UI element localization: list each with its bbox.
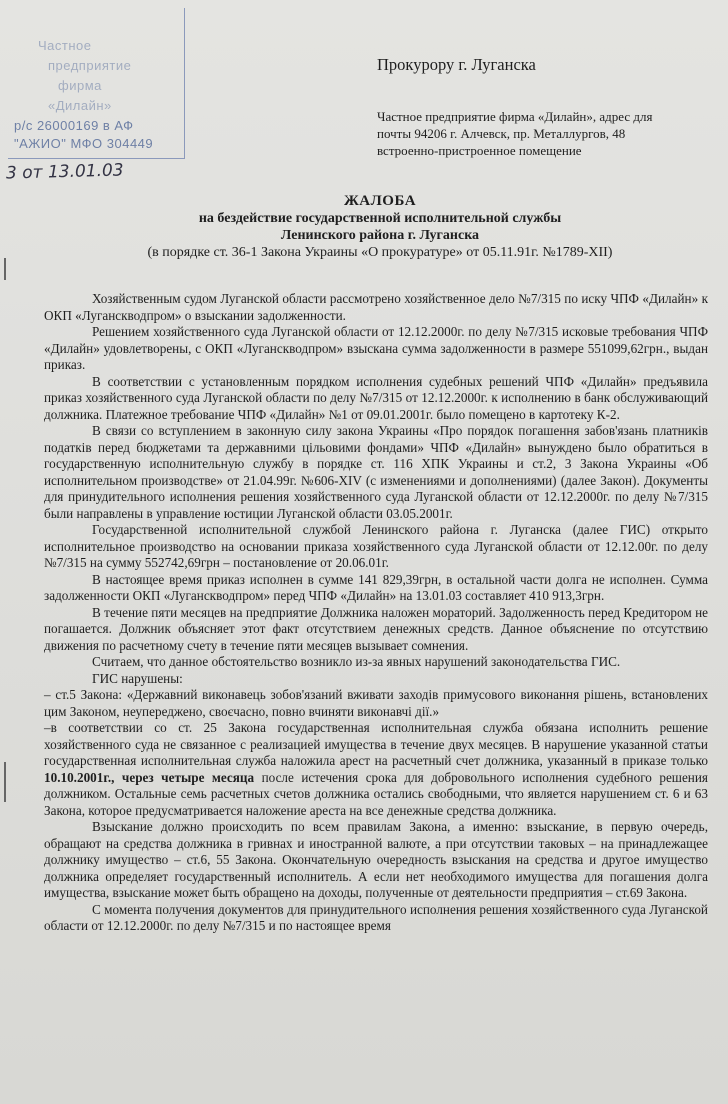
margin-mark [4, 258, 6, 280]
stamp-line-5: р/с 26000169 в АФ [14, 118, 134, 133]
sender-line-2: почты 94206 г. Алчевск, пр. Металлургов, 48 [377, 126, 626, 141]
sender-line-3: встроенно-пристроенное помещение [377, 143, 582, 158]
title-heading: ЖАЛОБА [343, 193, 417, 209]
paragraph: В настоящее время приказ исполнен в сумме 141 829,39грн, в остальной части долга не исполнен. Сумма задолженности ОКП «Луганскводпром» перед ЧПФ «Дилайн» на 13.01.03 составляет 410 913,3грн. [44, 571, 708, 603]
sender-line-1: Частное предприятие фирма «Дилайн», адрес для [377, 109, 653, 124]
margin-mark [4, 762, 6, 802]
sender-block [377, 108, 707, 159]
paragraph [44, 720, 708, 819]
paragraph: ГИС нарушены: [92, 670, 183, 686]
stamp-line-4: «Дилайн» [48, 98, 112, 113]
paragraph: Хозяйственным судом Луганской области рассмотрено хозяйственное дело №7/315 по иску ЧПФ «Дилайн» к ОКП «Луганскводпром» о взыскании задолженности. [44, 291, 708, 323]
paragraph: В соответствии с установленным порядком исполнения судебных решений ЧПФ «Дилайн» предъявила приказ хозяйственного суда Луганской области по делу №7/315 от 12.12.2000г. к исполнению в банк обслуживающий должника. Платежное требование ЧПФ «Дилайн» №1 от 09.01.2001г. было помещено в картотеку К-2. [44, 373, 708, 422]
paragraph: Государственной исполнительной службой Ленинского района г. Луганска (далее ГИС) открыто исполнительное производство на основании приказа хозяйственного суда Луганской области от 12.12.00г. по делу №7/315 на сумму 552742,69грн – постановление от 20.06.01г. [44, 522, 708, 570]
document-body [44, 291, 708, 935]
paragraph: – ст.5 Закона: «Державний виконавець зобов'язаний вживати заходів примусового виконання рішень, встановлених цим Законом, неупереджено, своєчасно, повно вчиняти виконавчі дії.» [44, 687, 708, 719]
addressee: Прокурору г. Луганска [377, 55, 536, 74]
stamp-line-3: фирма [58, 78, 102, 93]
paragraph: Решением хозяйственного суда Луганской области от 12.12.2000г. по делу №7/315 исковые требования ЧПФ «Дилайн» удовлетворены, с ОКП «Луганскводпром» взыскана сумма задолженности в размере 551099,62грн., выдан приказ. [44, 324, 708, 372]
company-stamp [8, 8, 186, 158]
title-line-2: на бездействие государственной исполнительной службы [198, 211, 562, 226]
title-line-4: (в порядке ст. 36-1 Закона Украины «О прокуратуре» от 05.11.91г. №1789-XII) [147, 245, 613, 260]
paragraph: В связи со вступлением в законную силу закона Украины «Про порядок погашення забов'язань платників податків перед бюджетами та державними цільовими фондами» ЧПФ «Дилайн» вынуждено было обратиться в государственную исполнительную службу в порядке ст. 116 ХПК Украины и ст.2, 3 Закона Украины «Об исполнительном производстве» от 21.04.99г. №606-XIV (с изменениями и дополнениями) (далее Закон). Документы для принудительного исполнения решения хозяйственного суда Луганской области от 12.12.2000г. по делу №7/315 были направлены в управление юстиции Луганской области 03.05.2001г. [44, 423, 708, 521]
text-span: после истечения срока для добровольного исполнения судебного решения должником. Остальные семь расчетных счетов должника остались свободными, что является нарушением ст. 6 и 63 Закона, которое предусматривается наложение ареста на все денежные средства должника. [44, 769, 708, 818]
document-title [40, 193, 720, 261]
paragraph: Взыскание должно происходить по всем правилам Закона, а именно: взыскание, в первую очередь, обращают на средства должника в гривнах и иностранной валюте, а при отсутствии таковых – на принадлежащее должнику имущество – ст.6, 55 Закона. Окончательную очередность взыскания на средства и другое имущество должника определяет государственный исполнитель. А если нет необходимого имущества для погашения долга имущества, взыскание может быть обращено на доходы, полученные от деятельности предприятия – ст.69 Закона. [44, 819, 708, 900]
stamp-line-6: "АЖИО" МФО 304449 [14, 136, 154, 151]
title-line-3: Ленинского района г. Луганска [280, 228, 480, 243]
text-span: –в соответствии со ст. 25 Закона государственная исполнительная служба обязана исполнить решение хозяйственного суда не связанное с реализацией имущества в течение двух месяцев. В нарушение указанной статьи государственная исполнительная служба наложила арест на расчетный счет должника, указанный в приказе только [44, 720, 708, 768]
paragraph: С момента получения документов для принудительного исполнения решения хозяйственного суда Луганской области от 12.12.2000г. по делу №7/315 и по настоящее время [44, 901, 708, 933]
bold-text: 10.10.2001г., через четыре месяца [44, 769, 255, 785]
paragraph: В течение пяти месяцев на предприятие Должника наложен мораторий. Задолженность перед Кредитором не погашается. Должник объясняет этот факт отсутствием денежных средств. Данное объяснение по отсутствию движения по расчетному счету в течение пяти месяцев вызывает сомнения. [44, 604, 708, 653]
stamp-line-2: предприятие [48, 58, 132, 73]
registration-note: 3 от 13.01.03 [5, 160, 124, 184]
stamp-line-1: Частное [38, 38, 92, 53]
paragraph: Считаем, что данное обстоятельство возникло из-за явных нарушений законодательства ГИС. [92, 654, 621, 669]
